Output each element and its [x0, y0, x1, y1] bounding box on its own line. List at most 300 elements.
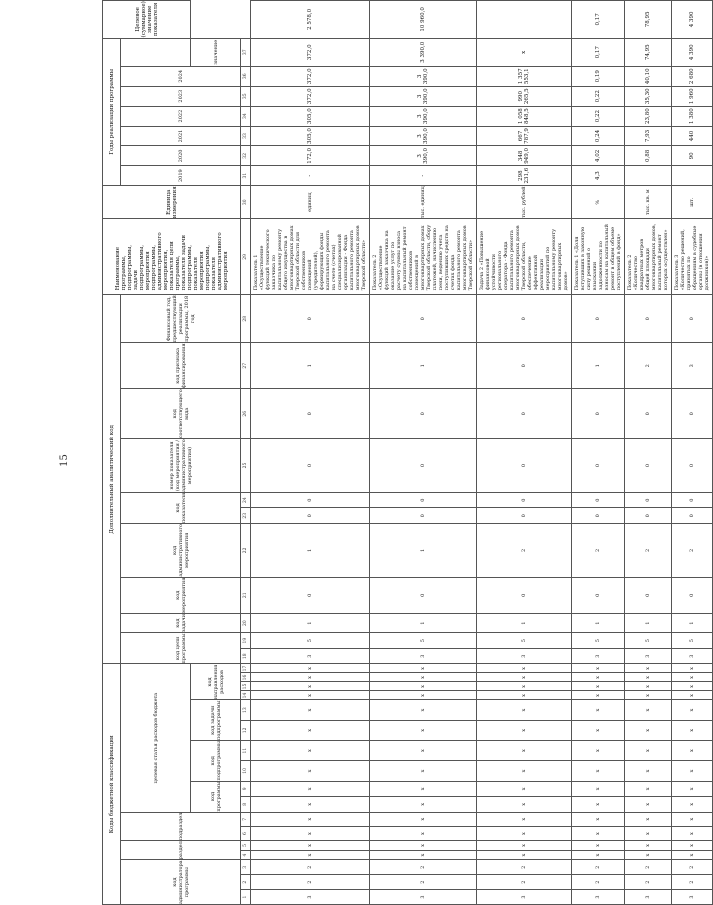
- row-unit: тыс. рублей: [477, 185, 572, 219]
- code-cell: x: [625, 682, 672, 691]
- code-cell: 2: [625, 343, 672, 389]
- code-cell: 1: [251, 343, 370, 389]
- code-cell: 0: [625, 577, 672, 613]
- code-cell: x: [672, 850, 713, 860]
- value-cell: 372,0: [251, 86, 370, 106]
- code-cell: x: [477, 841, 572, 851]
- value-cell: 2 680: [672, 66, 713, 86]
- value-cell: 298 231,6: [477, 166, 572, 186]
- code-cell: x: [672, 761, 713, 781]
- code-cell: x: [572, 741, 625, 761]
- code-cell: 3: [625, 890, 672, 905]
- code-cell: 0: [477, 295, 572, 343]
- value-cell: 23,80: [625, 106, 672, 126]
- code-cell: x: [370, 673, 477, 682]
- code-cell: 2: [477, 875, 572, 890]
- column-number: 36: [241, 66, 251, 86]
- column-number: 37: [241, 38, 251, 66]
- value-cell: 2 578,0: [251, 1, 370, 39]
- code-cell: 5: [370, 633, 477, 649]
- value-cell: 7,93: [625, 126, 672, 146]
- code-cell: x: [672, 720, 713, 740]
- column-number: 25: [241, 439, 251, 493]
- year-2019: 2019: [121, 166, 241, 186]
- code-cell: x: [251, 720, 370, 740]
- page-number: 15: [58, 454, 70, 467]
- code-cell: 5: [251, 633, 370, 649]
- code-cell: 3: [572, 890, 625, 905]
- value-cell: 4,02: [572, 146, 625, 166]
- code-cell: x: [625, 691, 672, 700]
- column-number: 18: [241, 648, 251, 664]
- column-number: 2: [241, 875, 251, 890]
- value-cell: 348 949,0: [477, 146, 572, 166]
- code-cell: x: [370, 797, 477, 813]
- code-cell: x: [477, 691, 572, 700]
- code-cell: x: [477, 812, 572, 826]
- row-name: Показатель 2 «Осуществление функций заказчика на оказание услуг по расчету суммы взноса на капитальный ремонт собственников помещений в многоквартирных домах Тверской области, сбору платежей, начислению пени, ведению учета поступивших средств на счетах фонда капитального ремонта многоквартирных домов Тверской области»: [370, 219, 477, 295]
- value-cell: 74,95: [625, 38, 672, 66]
- code-cell: x: [370, 812, 477, 826]
- year-2021: 2021: [121, 126, 241, 146]
- value-cell: 372,0: [251, 66, 370, 86]
- dop-sub-task: код задачи: [121, 613, 241, 632]
- code-cell: 3: [370, 890, 477, 905]
- code-cell: 0: [370, 508, 477, 524]
- column-number: 9: [241, 781, 251, 797]
- code-cell: 1: [251, 613, 370, 632]
- value-cell: 0,22: [572, 106, 625, 126]
- target-sub-header: значение: [191, 38, 241, 66]
- code-cell: x: [251, 673, 370, 682]
- code-cell: 3: [251, 890, 370, 905]
- target-article-header: целевая статья расходов бюджета: [121, 664, 191, 812]
- code-cell: x: [251, 741, 370, 761]
- code-cell: x: [625, 841, 672, 851]
- row-unit: %: [572, 185, 625, 219]
- code-cell: x: [477, 850, 572, 860]
- dop-sub-goal: код цели программы: [121, 633, 241, 664]
- row-name: Задача 2 «Повышение финансовой устойчивости регионального оператора - Фонда капитального ремонта многоквартирных домов Тверской области, обеспечение эффективной реализации мероприятий по капитальному ремонту многоквартирных домов»: [477, 219, 572, 295]
- kbk-header: Коды бюджетной классификации: [103, 664, 121, 905]
- code-cell: x: [672, 741, 713, 761]
- code-cell: 2: [672, 875, 713, 890]
- code-cell: 0: [370, 439, 477, 493]
- code-cell: 1: [370, 343, 477, 389]
- column-number: 23: [241, 508, 251, 524]
- code-cell: 5: [572, 633, 625, 649]
- code-cell: x: [672, 841, 713, 851]
- code-cell: x: [625, 826, 672, 840]
- code-cell: 0: [477, 577, 572, 613]
- code-cell: x: [672, 664, 713, 673]
- value-cell: 0,19: [572, 66, 625, 86]
- value-cell: 0,17: [572, 1, 625, 39]
- code-cell: 1: [477, 613, 572, 632]
- code-cell: x: [477, 761, 572, 781]
- kbk-sub-podrazdel: подраздел: [121, 812, 241, 841]
- code-cell: x: [477, 826, 572, 840]
- code-cell: x: [251, 850, 370, 860]
- code-cell: x: [251, 826, 370, 840]
- code-cell: 0: [572, 439, 625, 493]
- kbk-sub-task: код задачи подпрограммы: [191, 700, 241, 741]
- row-unit: единиц: [251, 185, 370, 219]
- code-cell: x: [477, 741, 572, 761]
- value-cell: 440: [672, 126, 713, 146]
- column-number: 27: [241, 343, 251, 389]
- table-row: [370, 1, 477, 905]
- code-cell: 3: [672, 890, 713, 905]
- code-cell: x: [572, 841, 625, 851]
- column-number: 22: [241, 524, 251, 578]
- code-cell: 0: [625, 295, 672, 343]
- code-cell: x: [370, 691, 477, 700]
- value-cell: -: [370, 166, 477, 186]
- value-cell: 3 390,0: [370, 146, 477, 166]
- code-cell: x: [477, 781, 572, 797]
- table-row: [625, 1, 672, 905]
- table-row: [572, 1, 625, 905]
- value-cell: 78,95: [625, 1, 672, 39]
- code-cell: x: [477, 720, 572, 740]
- code-cell: 3: [672, 343, 713, 389]
- dop-sub-fin: код признака финансирования: [121, 343, 241, 389]
- code-cell: 0: [672, 389, 713, 439]
- code-cell: 1: [370, 613, 477, 632]
- code-cell: 1: [572, 613, 625, 632]
- value-cell: 1 380: [672, 106, 713, 126]
- table-row: [477, 1, 572, 905]
- column-number: 7: [241, 812, 251, 826]
- column-number: 10: [241, 761, 251, 781]
- column-number: 21: [241, 577, 251, 613]
- code-cell: 0: [251, 508, 370, 524]
- column-number: 13: [241, 700, 251, 720]
- value-cell: 3 390,0: [370, 106, 477, 126]
- code-cell: x: [370, 781, 477, 797]
- column-number: 20: [241, 613, 251, 632]
- code-cell: x: [572, 826, 625, 840]
- code-cell: 5: [625, 633, 672, 649]
- code-cell: 2: [370, 875, 477, 890]
- code-cell: x: [251, 781, 370, 797]
- code-cell: 0: [251, 577, 370, 613]
- code-cell: x: [572, 761, 625, 781]
- column-number: 31: [241, 166, 251, 186]
- fin-year-header: Финансовый год, предшествующий реализации программы, 2018 год: [121, 295, 241, 343]
- code-cell: x: [251, 841, 370, 851]
- code-cell: x: [572, 700, 625, 720]
- code-cell: x: [625, 673, 672, 682]
- code-cell: x: [251, 812, 370, 826]
- code-cell: 2: [625, 860, 672, 875]
- row-name: Показатель 3 «Количество решений, принятых по обращениям в судебные органы (в отношении должников)»: [672, 219, 713, 295]
- code-cell: x: [370, 850, 477, 860]
- code-cell: x: [625, 720, 672, 740]
- code-cell: 0: [370, 577, 477, 613]
- code-cell: 0: [625, 492, 672, 508]
- value-cell: 0,88: [625, 146, 672, 166]
- value-cell: 1 058 848,5: [477, 106, 572, 126]
- kbk-sub-admin: код администратора программы: [121, 860, 241, 905]
- unit-header: Единица измерения: [103, 185, 241, 219]
- column-number: 6: [241, 826, 251, 840]
- code-cell: x: [477, 682, 572, 691]
- column-number: 1: [241, 890, 251, 905]
- row-name: Показатель 1 «Осуществление функций технического заказчика по капитальному ремонту общего имущества в многоквартирных домах Тверской области для собственников помещений (учредителей), формирующих фонды капитального ремонта на счете (счетах) специализированной организации - Фонда капитального ремонта многоквартирных домов Тверской области»: [251, 219, 370, 295]
- code-cell: 0: [572, 295, 625, 343]
- code-cell: 0: [672, 439, 713, 493]
- value-cell: 10 960,0: [370, 1, 477, 39]
- column-number: 11: [241, 741, 251, 761]
- column-number: 34: [241, 106, 251, 126]
- column-number: 35: [241, 86, 251, 106]
- code-cell: x: [625, 850, 672, 860]
- target-header: Целевое (суммарное) значение показателя: [103, 1, 191, 39]
- code-cell: 0: [572, 577, 625, 613]
- code-cell: 3: [477, 648, 572, 664]
- code-cell: 0: [251, 295, 370, 343]
- value-cell: [625, 166, 672, 186]
- code-cell: 3: [572, 648, 625, 664]
- code-cell: x: [625, 700, 672, 720]
- name-header: Наименование программы, подпрограммы, задачи подпрограммы, мероприятия подпрограммы, административного мероприятия, показателя цели программы, показателя задачи подпрограммы, показателя мероприятия подпрограммы, показателя административного мероприятия: [103, 219, 241, 295]
- value-cell: [477, 1, 572, 39]
- dop-sub-number: номер показателя (код мероприятия / административного мероприятия): [121, 439, 241, 493]
- code-cell: x: [370, 700, 477, 720]
- code-cell: 0: [672, 295, 713, 343]
- table-body: [251, 1, 713, 905]
- code-cell: x: [572, 812, 625, 826]
- code-cell: 0: [370, 492, 477, 508]
- dop-sub-kind: код соответствующего вида: [121, 389, 241, 439]
- column-number: 5: [241, 841, 251, 851]
- code-cell: x: [572, 781, 625, 797]
- code-cell: x: [477, 700, 572, 720]
- value-cell: 990 265,5: [477, 86, 572, 106]
- code-cell: 2: [477, 524, 572, 578]
- code-cell: 0: [477, 492, 572, 508]
- column-number: 16: [241, 673, 251, 682]
- code-cell: 2: [572, 524, 625, 578]
- code-cell: 3: [672, 648, 713, 664]
- year-2020: 2020: [121, 146, 241, 166]
- kbk-sub-subprogram: код подпрограммы: [191, 741, 241, 782]
- code-cell: 0: [625, 439, 672, 493]
- code-cell: 3: [251, 648, 370, 664]
- code-cell: 2: [625, 875, 672, 890]
- code-cell: 2: [477, 860, 572, 875]
- row-unit: шт.: [672, 185, 713, 219]
- column-number: 33: [241, 126, 251, 146]
- row-name: Показатель 1 «Доля вступивших в законную силу решений о взыскании задолженности по взносам на капитальный ремонт в общем объеме поступлений в фонд»: [572, 219, 625, 295]
- value-cell: 40,10: [625, 66, 672, 86]
- value-cell: 4 390: [672, 1, 713, 39]
- column-number: 29: [241, 219, 251, 295]
- rotated-table-sheet: [102, 0, 710, 905]
- code-cell: x: [572, 720, 625, 740]
- value-cell: 35,30: [625, 86, 672, 106]
- code-cell: x: [625, 761, 672, 781]
- code-cell: 0: [477, 439, 572, 493]
- code-cell: 2: [625, 524, 672, 578]
- code-cell: x: [370, 664, 477, 673]
- value-cell: 3 390,0: [370, 66, 477, 86]
- column-number: 4: [241, 850, 251, 860]
- code-cell: x: [572, 673, 625, 682]
- value-cell: 3 390,0: [370, 86, 477, 106]
- code-cell: x: [672, 797, 713, 813]
- year-2024: 2024: [121, 66, 241, 86]
- kbk-sub-razdel: раздел: [121, 841, 241, 860]
- code-cell: 5: [477, 633, 572, 649]
- code-cell: x: [370, 841, 477, 851]
- code-cell: x: [251, 691, 370, 700]
- kbk-sub-program: код программы: [191, 781, 241, 812]
- code-cell: x: [251, 664, 370, 673]
- year-2023: 2023: [121, 86, 241, 106]
- column-number: 3: [241, 860, 251, 875]
- code-cell: x: [625, 797, 672, 813]
- value-cell: 4 390: [672, 38, 713, 66]
- code-cell: x: [672, 812, 713, 826]
- code-cell: x: [672, 691, 713, 700]
- years-header: Годы реализации программы: [103, 38, 121, 185]
- column-number: 8: [241, 797, 251, 813]
- code-cell: 3: [370, 648, 477, 664]
- code-cell: x: [625, 741, 672, 761]
- value-cell: 372,0: [251, 38, 370, 66]
- column-number: 14: [241, 691, 251, 700]
- column-number: 32: [241, 146, 251, 166]
- code-cell: x: [251, 682, 370, 691]
- value-cell: 0,17: [572, 38, 625, 66]
- code-cell: 0: [477, 343, 572, 389]
- code-cell: x: [370, 682, 477, 691]
- table-row: [251, 1, 370, 905]
- code-cell: x: [370, 761, 477, 781]
- code-cell: x: [251, 700, 370, 720]
- column-number: 30: [241, 185, 251, 219]
- code-cell: 2: [672, 524, 713, 578]
- year-2022: 2022: [121, 106, 241, 126]
- code-cell: 0: [572, 508, 625, 524]
- code-cell: 5: [672, 633, 713, 649]
- value-cell: 1 960: [672, 86, 713, 106]
- code-cell: 0: [477, 508, 572, 524]
- column-number: 17: [241, 664, 251, 673]
- column-number: 28: [241, 295, 251, 343]
- code-cell: 1: [370, 524, 477, 578]
- code-cell: 2: [251, 875, 370, 890]
- code-cell: 0: [672, 508, 713, 524]
- dop-sub-event: код мероприятия: [121, 577, 241, 613]
- code-cell: x: [251, 797, 370, 813]
- code-cell: 0: [672, 492, 713, 508]
- code-cell: x: [370, 741, 477, 761]
- column-number: 12: [241, 720, 251, 740]
- value-cell: 305,0: [251, 106, 370, 126]
- code-cell: 0: [370, 389, 477, 439]
- dop-sub-indicator: код показателя: [121, 492, 241, 523]
- code-cell: 1: [251, 524, 370, 578]
- value-cell: x: [477, 38, 572, 66]
- program-table: [102, 0, 713, 905]
- code-cell: 1: [625, 613, 672, 632]
- code-cell: 0: [477, 389, 572, 439]
- value-cell: [672, 166, 713, 186]
- code-cell: 1: [572, 343, 625, 389]
- value-cell: 3 390,0: [370, 38, 477, 66]
- code-cell: 2: [251, 860, 370, 875]
- code-cell: 2: [370, 860, 477, 875]
- code-cell: 2: [572, 875, 625, 890]
- table-row: [672, 1, 713, 905]
- value-cell: 3 390,0: [370, 126, 477, 146]
- code-cell: x: [572, 664, 625, 673]
- value-cell: 1 357 553,1: [477, 66, 572, 86]
- code-cell: 0: [625, 508, 672, 524]
- code-cell: x: [572, 797, 625, 813]
- code-cell: x: [672, 781, 713, 797]
- value-cell: -: [251, 166, 370, 186]
- code-cell: x: [672, 682, 713, 691]
- code-cell: 0: [572, 492, 625, 508]
- dop-header: Дополнительный аналитический код: [103, 295, 121, 664]
- code-cell: 2: [672, 860, 713, 875]
- code-cell: 0: [625, 389, 672, 439]
- code-cell: x: [370, 720, 477, 740]
- value-cell: 90: [672, 146, 713, 166]
- code-cell: 1: [672, 613, 713, 632]
- code-cell: x: [572, 682, 625, 691]
- code-cell: x: [477, 664, 572, 673]
- column-number-row: [241, 1, 251, 905]
- code-cell: x: [251, 761, 370, 781]
- column-number: 19: [241, 633, 251, 649]
- value-cell: 0,24: [572, 126, 625, 146]
- code-cell: 3: [477, 890, 572, 905]
- value-cell: 172,0: [251, 146, 370, 166]
- code-cell: x: [672, 700, 713, 720]
- value-cell: 4,3: [572, 166, 625, 186]
- code-cell: 0: [572, 389, 625, 439]
- code-cell: x: [370, 826, 477, 840]
- code-cell: x: [477, 797, 572, 813]
- kbk-sub-direction: код направления расходов: [191, 664, 241, 700]
- value-cell: 0,22: [572, 86, 625, 106]
- code-cell: 0: [251, 389, 370, 439]
- column-number: 15: [241, 682, 251, 691]
- column-number: 26: [241, 389, 251, 439]
- code-cell: x: [572, 850, 625, 860]
- code-cell: 0: [251, 439, 370, 493]
- code-cell: x: [672, 826, 713, 840]
- dop-sub-admin-event: код административного мероприятия: [121, 524, 241, 578]
- row-name: Показатель 2 «Количество квадратных метров общей площади многоквартирных домов, капитальный ремонт которых осуществлен»: [625, 219, 672, 295]
- code-cell: 3: [625, 648, 672, 664]
- value-cell: 305,0: [251, 126, 370, 146]
- code-cell: 2: [572, 860, 625, 875]
- row-unit: тыс. единиц: [370, 185, 477, 219]
- code-cell: x: [572, 691, 625, 700]
- code-cell: x: [477, 673, 572, 682]
- code-cell: 0: [672, 577, 713, 613]
- code-cell: x: [672, 673, 713, 682]
- code-cell: 0: [370, 295, 477, 343]
- row-unit: тыс. кв. м: [625, 185, 672, 219]
